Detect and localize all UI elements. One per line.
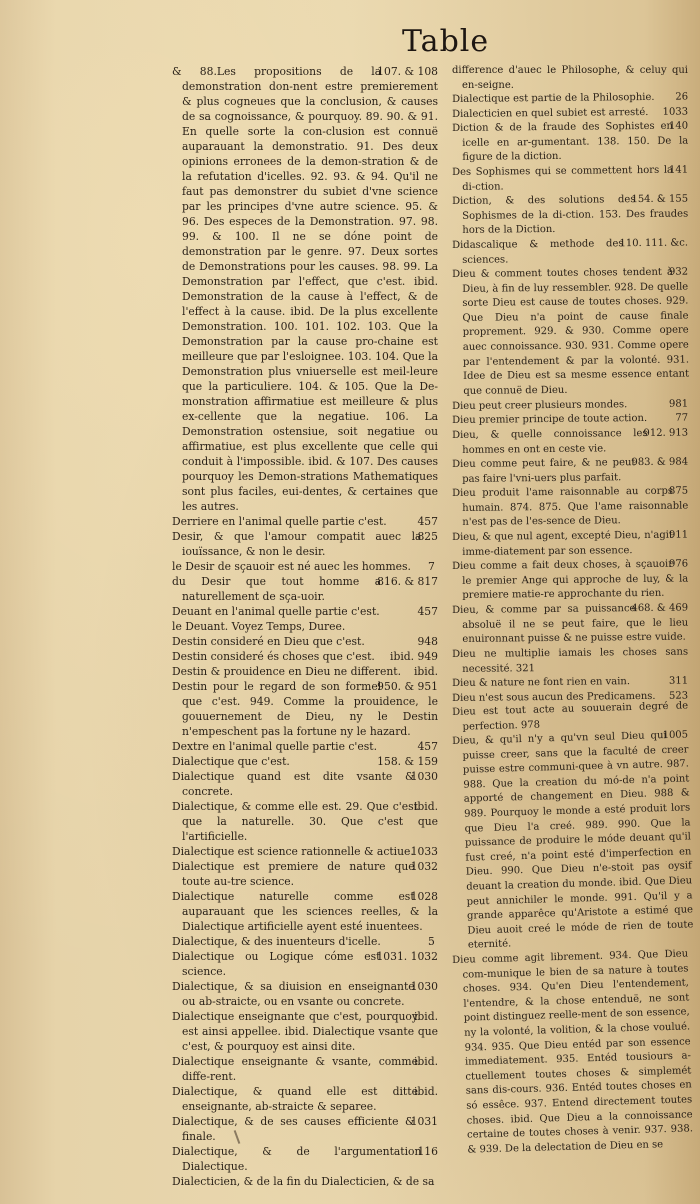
- index-entry: [172, 1054, 438, 1084]
- index-entry: [452, 64, 688, 93]
- page-reference: 457: [417, 515, 438, 528]
- page-reference: 825: [417, 530, 438, 543]
- index-entry: [172, 859, 438, 889]
- index-entry: [172, 514, 438, 529]
- page-reference: ibid.: [413, 800, 438, 813]
- entry-text: Didascalique & methode des sciences.: [452, 238, 624, 266]
- page-reference: 141: [668, 164, 689, 176]
- page-reference: ibid.: [413, 1010, 438, 1023]
- index-entry: [452, 120, 688, 166]
- page-reference: 1005: [662, 729, 689, 742]
- entry-text: Dialectique enseignante & vsante, comme diffe-rent.: [172, 1055, 418, 1083]
- entry-text: Dieu premier principe de toute action.: [452, 413, 648, 427]
- page-reference: 1028: [410, 890, 438, 903]
- index-entry: [172, 634, 438, 649]
- page-reference: ibid.: [413, 665, 438, 678]
- page-reference: 875: [668, 485, 689, 497]
- entry-text: Dialectique est partie de la Philosophie.: [452, 92, 655, 106]
- index-entry: [452, 645, 688, 677]
- page-reference: 981: [668, 398, 689, 410]
- page-reference: 1031: [410, 1115, 438, 1128]
- entry-text: Dieu, & que nul agent, excepté Dieu, n'agit imme-diatement par son essence.: [452, 529, 674, 558]
- page-reference: 311: [668, 675, 689, 687]
- right-column: [452, 64, 694, 1159]
- entry-text: Dialecticien en quel subiet est arresté.: [452, 106, 649, 120]
- entry-text: Dialectique, & de l'argumentation Dialectique.: [172, 1145, 422, 1173]
- entry-text: Dialectique, & comme elle est. 29. Que c'est que la naturelle. 30. Que c'est que l'artificielle.: [172, 800, 438, 843]
- entry-text: Dieu ne multiplie iamais les choses sans necessité. 321: [452, 646, 689, 675]
- entry-text: Destin & prouidence en Dieu ne different.: [172, 665, 402, 678]
- index-entry: [452, 426, 688, 458]
- entry-text: Dieu comme peut faire, & ne peut pas faire l'vni-uers plus parfait.: [452, 457, 636, 485]
- page-reference: 457: [417, 740, 438, 753]
- index-entry: [172, 769, 438, 799]
- index-entry: [172, 1144, 438, 1174]
- index-entry: [452, 485, 688, 531]
- index-entry: [172, 1009, 438, 1054]
- entry-text: Des Sophismes qui se commettent hors la di-ction.: [452, 164, 674, 193]
- page-reference: 932: [668, 266, 689, 279]
- entry-text: Dieu peut creer plusieurs mondes.: [452, 398, 628, 412]
- index-entry: [452, 529, 688, 561]
- page-reference: 1033: [410, 845, 438, 858]
- index-entry: [172, 649, 438, 664]
- page-reference: 140: [668, 120, 689, 133]
- page-reference: 26: [675, 91, 689, 103]
- index-entry: [172, 934, 438, 949]
- index-entry: [172, 889, 438, 934]
- entry-text: le Desir de sçauoir est né auec les hommes.: [172, 560, 411, 573]
- page-reference: 950. & 951: [377, 680, 438, 693]
- page-reference: 911: [668, 529, 689, 541]
- entry-text: Dialectique quand est dite vsante & concrete.: [172, 770, 415, 798]
- page-reference: 77: [675, 412, 689, 424]
- entry-text: Dieu produit l'ame raisonnable au corps humain. 874. 875. Que l'ame raisonnable n'est pas de l'es-sence de Dieu.: [452, 485, 689, 529]
- entry-text: Dialectique ou Logique cóme est science.: [172, 950, 381, 978]
- page-reference: 1032: [410, 860, 438, 873]
- page-reference: 457: [417, 605, 438, 618]
- index-entry: [172, 664, 438, 679]
- entry-text: Destin pour le regard de son formel que c'est. 949. Comme la prouidence, le gouuernement de Dieu, ny le Destin n'empeschent pas la fortune ny le hazard.: [172, 680, 438, 738]
- index-entry: [172, 1174, 438, 1189]
- entry-text: difference d'auec le Philosophe, & celuy qui en-seigne.: [452, 65, 688, 91]
- index-entry: [452, 729, 694, 954]
- entry-text: Dialectique enseignante que c'est, pourquoy est ainsi appellee. ibid. Dialectique vsante que c'est, & pourquoy est ainsi dite.: [172, 1010, 438, 1053]
- entry-text: Deuant en l'animal quelle partie c'est.: [172, 605, 380, 618]
- entry-text: Dieu comme a fait deux choses, à sçauoir le premier Ange qui approche de luy, & la premiere matie-re approchante du rien.: [452, 558, 689, 602]
- index-entry: [172, 679, 438, 739]
- index-entry: [452, 237, 688, 269]
- index-entry: [452, 601, 688, 647]
- left-column: [172, 64, 438, 1189]
- entry-text: Dialectique que c'est.: [172, 755, 290, 768]
- index-entry: [452, 266, 689, 400]
- entry-text: Dieu & comment toutes choses tendent à Dieu, à fin de luy ressembler. 928. De quelle sorte Dieu est cause de toutes choses. 929. Que Dieu n'a point de cause finale proprement. 929. & 930. Comme opere auec connoissance. 930. 931. Comme opere par l'entendement & par la volonté. 931. Idee de Dieu est sa mesme essence entant que connuë de Dieu.: [452, 266, 690, 397]
- page-reference: 158. & 159: [377, 755, 438, 768]
- entry-text: Dieu n'est sous aucun des Predicamens.: [452, 690, 656, 704]
- entry-text: Dieu, & comme par sa puissance absoluë il ne se peut faire, que le lieu enuironnant puisse & ne puisse estre vuide.: [452, 603, 689, 646]
- entry-text: Destin consideré en Dieu que c'est.: [172, 635, 365, 648]
- index-entry: [172, 1114, 438, 1144]
- page-reference: 983. & 984: [631, 456, 689, 469]
- entry-text: Desir, & que l'amour compatit auec la iouïssance, & non le desir.: [172, 530, 422, 558]
- entry-text: Dialectique, & quand elle est ditte enseignante, ab-straicte & separee.: [172, 1085, 418, 1113]
- entry-text: Dieu est tout acte au souuerain degré de perfection. 978: [452, 700, 689, 733]
- page-reference: 5: [428, 935, 435, 948]
- page-reference: 110. 111. &c.: [619, 237, 689, 250]
- entry-text: Diction, & des solutions des Sophismes de la di-ction. 153. Des fraudes hors de la Diction.: [452, 194, 689, 237]
- page-reference: 1030: [410, 980, 438, 993]
- index-entry: [452, 193, 688, 239]
- index-entry: [452, 456, 688, 488]
- entry-text: le Deuant. Voyez Temps, Duree.: [172, 620, 346, 633]
- index-entry: [172, 799, 438, 844]
- page-reference: 116: [417, 1145, 438, 1158]
- index-entry: [172, 64, 438, 514]
- entry-text: Dialectique, & sa diuision en enseignante ou ab-straicte, ou en vsante ou concrete.: [172, 980, 415, 1008]
- index-entry: [172, 739, 438, 754]
- page-reference: 948: [417, 635, 438, 648]
- entry-text: Dialectique est science rationnelle & actiue.: [172, 845, 414, 858]
- entry-text: Dialecticien, & de la fin du Dialecticien, & de sa: [172, 1175, 435, 1188]
- entry-text: & 88.Les propositions de la demonstration don-nent estre premierement & plus cogneues que la conclusion, & causes de sa cognoissance, & pourquoy. 89. 90. & 91. En quelle sorte la con-clusion est connuë auparauant la demonstratio. 91. Des deux opinions erronees de la demon-stration & de la refutation d'icelles. 92. 93. & 94. Qu'il ne faut pas demonstrer du subiet d'vne science par les principes d'vne autre science. 95. & 96. Des especes de la Demonstration. 97. 98. 99. & 100. Il ne se dóne point de demonstration par le genre. 97. Deux sortes de Demonstrations pour les causes. 98. 99. La Demonstration par l'effect, que c'est. ibid. Demonstration de la cause à l'effect, & de l'effect à la cause. ibid. De la plus excellente Demonstration. 100. 101. 102. 103. Que la Demonstration par la cause pro-chaine est meilleure que par l'esloignee. 103. 104. Que la Demonstration plus vniuerselle est meil-leure que la particuliere. 104. & 105. Que la De-monstration affirmatiue est meilleure & plus ex-cellente que la negatiue. 106. La Demonstration ostensiue, soit negatiue ou affirmatiue, est plus excellente que celle qui conduit à l'impossible. ibid. & 107. Des causes pourquoy les Demon-strations Mathematiques sont plus faciles, eui-dentes, & certaines que les autres.: [172, 65, 438, 513]
- index-entry: [172, 1084, 438, 1114]
- page-reference: 154. & 155: [631, 193, 689, 206]
- index-entry: [452, 164, 688, 196]
- index-entry: [452, 948, 694, 1159]
- entry-text: Dialectique, & des inuenteurs d'icelle.: [172, 935, 381, 948]
- entry-text: Dieu comme agit librement. 934. Que Dieu com-munique le bien de sa nature à toutes choses. 934. Qu'en Dieu l'entendement, l'entendre, & la chose entenduë, ne sont point distinguez reelle-ment de son essence, ny la volonté, la volition, & la chose voulué. 934. 935. Que Dieu entéd par son essence immediatement. 935. Entéd tousiours a-ctuellement toutes choses & simplemét sans dis-cours. 936. Entéd toutes choses en só essêce. 937. Entend directement toutes choses. ibid. Que Dieu a la connoissance certaine de toutes choses à venir. 937. 938. & 939. De la delectation de Dieu en se: [452, 948, 694, 1156]
- page-reference: ibid.: [413, 1085, 438, 1098]
- page-reference: ibid.: [413, 1055, 438, 1068]
- entry-text: du Desir que tout homme a naturellement de sça-uoir.: [172, 575, 382, 603]
- index-entry: [172, 754, 438, 769]
- entry-text: Dialectique est premiere de nature que toute au-tre science.: [172, 860, 415, 888]
- index-entry: [172, 619, 438, 634]
- page-reference: 468. & 469: [631, 602, 689, 615]
- index-entry: [172, 979, 438, 1009]
- index-entry: [452, 558, 688, 604]
- page-reference: 523: [668, 690, 689, 702]
- entry-text: Diction & de la fraude des Sophistes en icelle en ar-gumentant. 138. 150. De la figure de la diction.: [452, 121, 689, 164]
- index-entry: [172, 574, 438, 604]
- page-reference: ibid. 949: [390, 650, 438, 663]
- page-reference: 976: [668, 558, 689, 570]
- page-reference: 912. 913: [643, 427, 689, 439]
- index-entry: [172, 559, 438, 574]
- entry-text: Dieu & nature ne font rien en vain.: [452, 676, 631, 689]
- page-reference: 1033: [662, 106, 689, 118]
- entry-text: Dialectique, & de ses causes efficiente & finale.: [172, 1115, 415, 1143]
- entry-text: Dieu, & qu'il n'y a qu'vn seul Dieu qui puisse creer, sans que la faculté de creer puisse estre communi-quee à vn autre. 987. 988. Que la creation du mó-de n'a point apporté de changement en Dieu. 988 & 989. Pourquoy le monde a esté produit lors que Dieu l'a creé. 989. 990. Que la puissance de produire le móde deuant qu'il fust creé, n'a point esté d'imperfection en Dieu. 990. Que Dieu n'e-stoit pas oysif deuant la creation du monde. ibid. Que Dieu peut annichiler le monde. 991. Qu'il y a grande apparêce qu'Aristote a estimé que Dieu auoit creé le móde de rien de toute eternité.: [452, 730, 694, 952]
- entry-text: Dextre en l'animal quelle partie c'est.: [172, 740, 377, 753]
- page-reference: 816. & 817: [377, 575, 438, 588]
- entry-text: Dialectique naturelle comme est auparauant que les sciences reelles, & la Dialectique artificielle ayent esté inuentees.: [172, 890, 438, 933]
- index-entry: [172, 949, 438, 979]
- page-reference: 7: [428, 560, 435, 573]
- entry-text: Dieu, & quelle connoissance les hommes en ont en ceste vie.: [452, 427, 648, 456]
- entry-text: Derriere en l'animal quelle partie c'est.: [172, 515, 387, 528]
- page-title: Table: [402, 24, 490, 59]
- index-entry: [172, 844, 438, 859]
- page-reference: 1031. 1032: [376, 950, 438, 963]
- entry-text: Destin consideré és choses que c'est.: [172, 650, 375, 663]
- page-reference: 107. & 108: [377, 65, 438, 78]
- index-entry: [172, 529, 438, 559]
- index-entry: [172, 604, 438, 619]
- page-reference: 1030: [410, 770, 438, 783]
